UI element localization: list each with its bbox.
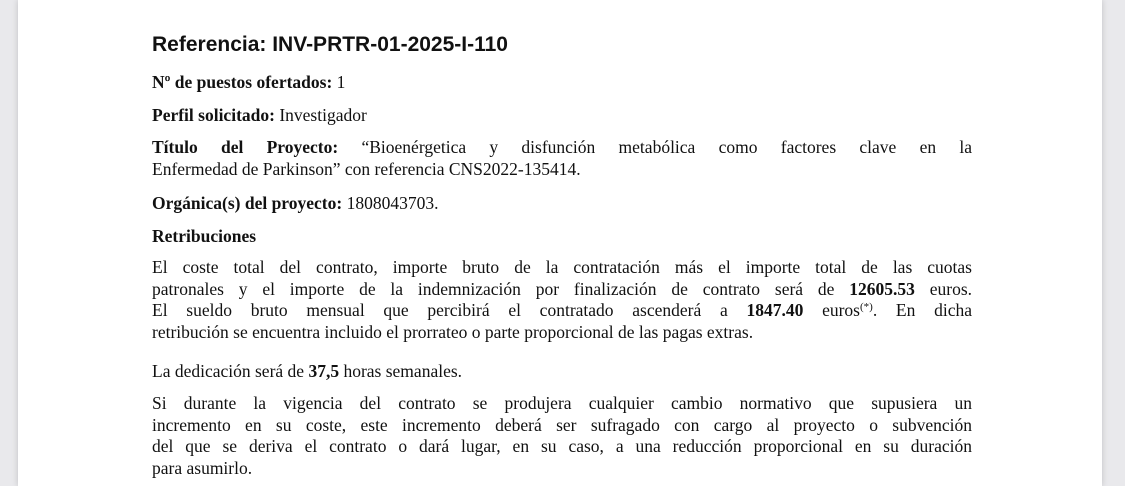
puestos-label: Nº de puestos ofertados: bbox=[152, 72, 333, 92]
titulo-label: Título del Proyecto: bbox=[152, 137, 339, 157]
retribuciones-paragraph bbox=[152, 257, 972, 343]
titulo-field bbox=[152, 136, 972, 180]
organica-field bbox=[152, 192, 438, 214]
retrib-line4: retribución se encuentra incluido el prorrateo o parte proporcional de las pagas extras. bbox=[152, 321, 754, 342]
puestos-value: 1 bbox=[336, 72, 346, 92]
retrib-line2-text: patronales y el importe de la indemnización por finalización de contrato será de bbox=[152, 278, 850, 299]
dedicacion-text: La dedicación será de bbox=[152, 361, 309, 381]
perfil-value: Investigador bbox=[279, 105, 367, 125]
retrib-line2 bbox=[152, 279, 972, 301]
perfil-label: Perfil solicitado: bbox=[152, 105, 275, 125]
titulo-value-line1: “Bioenérgetica y disfunción metabólica como factores clave en la bbox=[361, 137, 973, 157]
coste-total-value: 12605.53 bbox=[849, 278, 915, 299]
titulo-value-line2: Enfermedad de Parkinson” con referencia CNS2022-135414. bbox=[152, 159, 581, 179]
sueldo-bruto-value: 1847.40 bbox=[746, 300, 804, 320]
footnote-mark: (*) bbox=[860, 301, 873, 313]
cambio-line2: incremento en su coste, este incremento deberá ser sufragado con cargo al proyecto o subvención bbox=[152, 414, 972, 435]
reference-heading: Referencia: INV-PRTR-01-2025-I-110 bbox=[152, 33, 508, 56]
cambio-normativo-paragraph bbox=[152, 393, 972, 479]
retrib-line3-text: El sueldo bruto mensual que percibirá el contratado ascenderá a bbox=[152, 300, 747, 320]
cambio-line3: del que se deriva el contrato o dará lugar, en su caso, a una reducción proporcional en su duración bbox=[152, 436, 972, 456]
retrib-line3-end: . En dicha bbox=[872, 300, 972, 320]
retrib-line3 bbox=[152, 300, 972, 322]
retrib-line3-euros: euros bbox=[803, 300, 860, 320]
dedicacion-field bbox=[152, 360, 462, 382]
document-page bbox=[18, 0, 1102, 486]
dedicacion-end: horas semanales. bbox=[339, 361, 463, 381]
retrib-line1: El coste total del contrato, importe bruto de la contratación más el importe total de las cuotas bbox=[152, 257, 972, 277]
perfil-field bbox=[152, 104, 367, 126]
cambio-line4: para asumirlo. bbox=[152, 457, 253, 478]
cambio-line1: Si durante la vigencia del contrato se produjera cualquier cambio normativo que supusiera un bbox=[152, 393, 972, 413]
organica-value: 1808043703. bbox=[346, 193, 439, 213]
puestos-field bbox=[152, 71, 345, 93]
dedicacion-horas: 37,5 bbox=[308, 361, 340, 381]
retrib-line2-end: euros. bbox=[914, 278, 973, 299]
organica-label: Orgánica(s) del proyecto: bbox=[152, 193, 343, 213]
retribuciones-heading: Retribuciones bbox=[152, 226, 257, 246]
